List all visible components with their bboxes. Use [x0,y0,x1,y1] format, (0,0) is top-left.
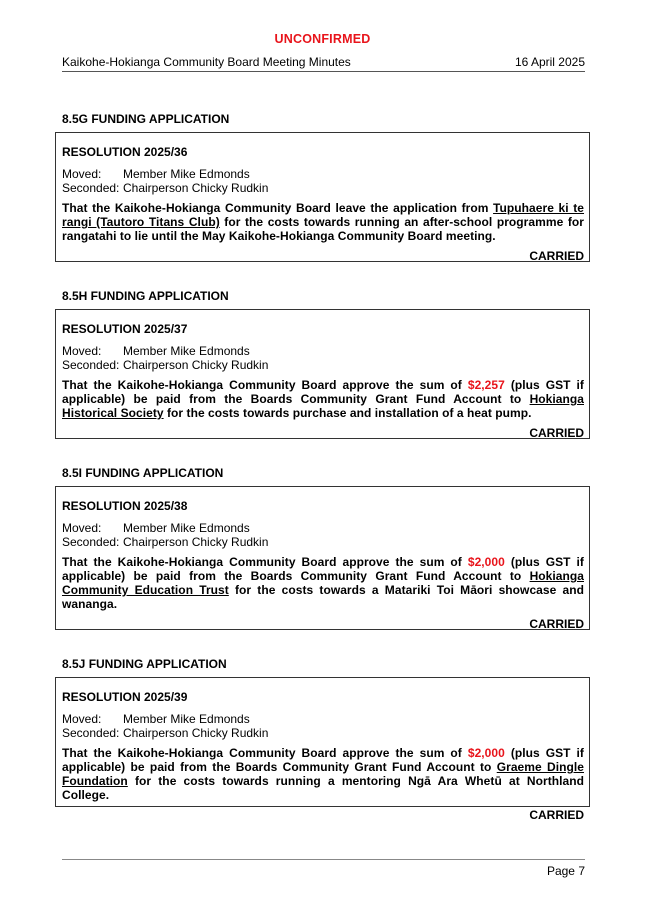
seconded-row [62,726,584,740]
section-title-8-5j: 8.5J FUNDING APPLICATION [62,657,227,671]
resolution-number: RESOLUTION 2025/38 [62,499,188,513]
resolution-text-part: (plus GST if applicable) be paid from the Boards Community Grant Fund Account to [62,746,584,774]
carried-label: CARRIED [529,808,584,822]
moved-by: Member Mike Edmonds [123,521,250,535]
grant-amount: $2,257 [467,378,505,392]
resolution-text-part: for the costs towards running an after-school programme for rangatahi to lie until the May Kaikohe-Hokianga Community Board meeting. [62,215,584,243]
moved-row [62,521,584,535]
seconded-row [62,358,584,372]
seconded-by: Chairperson Chicky Rudkin [123,535,269,549]
seconded-by: Chairperson Chicky Rudkin [123,181,269,195]
resolution-text-part: (plus GST if applicable) be paid from the Boards Community Grant Fund Account to [62,555,584,583]
moved-row [62,712,584,726]
seconded-label: Seconded: [62,358,120,372]
resolution-number: RESOLUTION 2025/37 [62,322,188,336]
seconded-label: Seconded: [62,535,120,549]
moved-row [62,167,584,181]
moved-label: Moved: [62,712,102,726]
moved-row [62,344,584,358]
moved-by: Member Mike Edmonds [123,344,250,358]
carried-label: CARRIED [529,249,584,263]
resolution-text-part: for the costs towards running a mentoring Ngā Ara Whetū at Northland College. [62,774,584,802]
resolution-text-part: That the Kaikohe-Hokianga Community Board approve the sum of [62,555,468,569]
applicant-name: Tupuhaere ki te rangi (Tautoro Titans Club) [62,201,585,229]
moved-label: Moved: [62,167,102,181]
resolution-number: RESOLUTION 2025/39 [62,690,188,704]
section-title-8-5i: 8.5I FUNDING APPLICATION [62,466,224,480]
resolution-box-2025-37 [55,309,590,439]
resolution-text-part: for the costs towards a Matariki Toi Māori showcase and wananga. [62,583,584,611]
page-header [62,55,585,72]
moved-label: Moved: [62,344,102,358]
applicant-name: Graeme Dingle Foundation [62,760,584,788]
seconded-by: Chairperson Chicky Rudkin [123,726,269,740]
resolution-text-part: That the Kaikohe-Hokianga Community Board approve the sum of [62,378,468,392]
seconded-label: Seconded: [62,726,120,740]
moved-label: Moved: [62,521,102,535]
seconded-label: Seconded: [62,181,120,195]
carried-label: CARRIED [529,617,584,631]
resolution-text-part: (plus GST if applicable) be paid from the Boards Community Grant Fund Account to [62,378,584,406]
resolution-box-2025-39 [55,677,590,822]
page-number: Page 7 [546,864,585,878]
seconded-by: Chairperson Chicky Rudkin [123,358,269,372]
resolution-box-2025-36 [55,132,590,262]
moved-by: Member Mike Edmonds [123,712,250,726]
resolution-text [62,378,584,420]
moved-by: Member Mike Edmonds [123,167,250,181]
resolution-number: RESOLUTION 2025/36 [62,145,188,159]
resolution-text [62,201,584,243]
resolution-box-2025-38 [55,486,590,630]
resolution-text-part: for the costs towards purchase and installation of a heat pump. [163,406,532,420]
header-title: Kaikohe-Hokianga Community Board Meeting Minutes [62,55,351,69]
seconded-row [62,535,584,549]
carried-label: CARRIED [529,426,584,440]
section-title-8-5g: 8.5G FUNDING APPLICATION [62,112,230,126]
grant-amount: $2,000 [467,555,505,569]
header-date: 16 April 2025 [514,55,585,69]
grant-amount: $2,000 [467,746,505,760]
applicant-name: Hokianga Community Education Trust [62,569,584,597]
resolution-text [62,555,584,611]
applicant-name: Hokianga Historical Society [62,392,584,420]
resolution-text-part: That the Kaikohe-Hokianga Community Board leave the application from [62,201,494,215]
unconfirmed-label: UNCONFIRMED [274,32,371,46]
section-title-8-5h: 8.5H FUNDING APPLICATION [62,289,229,303]
resolution-text [62,746,584,802]
page-footer [62,859,585,878]
seconded-row [62,181,584,195]
resolution-text-part: That the Kaikohe-Hokianga Community Board approve the sum of [62,746,468,760]
